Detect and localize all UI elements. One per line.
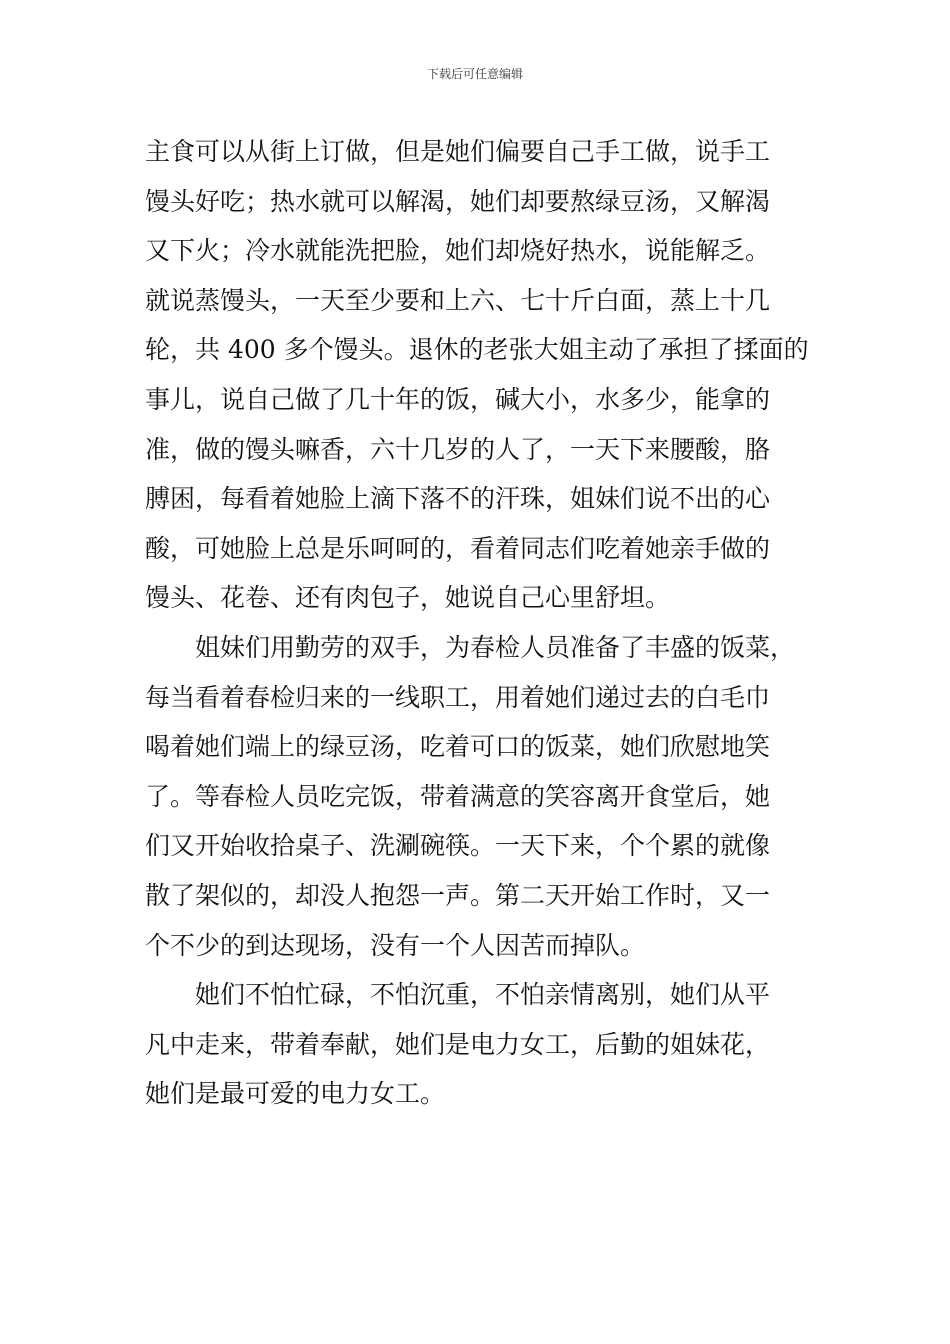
text-line: 们又开始收拾桌子、洗涮碗筷。一天下来，个个累的就像 [145, 831, 771, 861]
text-line: 准，做的馒头嘛香，六十几岁的人了，一天下来腰酸，胳 [145, 434, 771, 464]
page-header: 下载后可任意编辑 [426, 67, 523, 81]
text-line: 事儿，说自己做了几十年的饭，碱大小，水多少，能拿的 [145, 384, 771, 414]
text-line: 就说蒸馒头，一天至少要和上六、七十斤白面，蒸上十几 [145, 285, 771, 315]
text-line: 姐妹们用勤劳的双手，为春检人员准备了丰盛的饭菜， [145, 632, 796, 662]
text-line: 馒头好吃；热水就可以解渴，她们却要熬绿豆汤，又解渴 [145, 186, 771, 216]
text-line: 酸，可她脸上总是乐呵呵的，看着同志们吃着她亲手做的 [145, 533, 771, 563]
text-line: 凡中走来，带着奉献，她们是电力女工，后勤的姐妹花， [145, 1029, 771, 1059]
text-line: 轮，共 400 多个馒头。退休的老张大姐主动了承担了揉面的 [145, 335, 809, 365]
document-body [145, 127, 815, 1119]
text-line: 她们不怕忙碌，不怕沉重，不怕亲情离别，她们从平 [145, 980, 771, 1010]
text-line: 喝着她们端上的绿豆汤，吃着可口的饭菜，她们欣慰地笑 [145, 732, 771, 762]
text-line: 了。等春检人员吃完饭，带着满意的笑容离开食堂后，她 [145, 781, 771, 811]
text-line: 主食可以从街上订做，但是她们偏要自己手工做，说手工 [145, 137, 771, 166]
text-line: 个不少的到达现场，没有一个人因苦而掉队。 [145, 930, 646, 960]
text-line: 又下火；冷水就能洗把脸，她们却烧好热水，说能解乏。 [145, 236, 771, 266]
text-line: 散了架似的，却没人抱怨一声。第二天开始工作时，又一 [145, 880, 771, 910]
text-line: 每当看着春检归来的一线职工，用着她们递过去的白毛巾 [145, 682, 771, 712]
text-line: 她们是最可爱的电力女工。 [145, 1079, 446, 1109]
text-line: 膊困，每看着她脸上滴下落不的汗珠，姐妹们说不出的心 [145, 484, 771, 514]
text-line: 馒头、花卷、还有肉包子，她说自己心里舒坦。 [145, 583, 671, 613]
